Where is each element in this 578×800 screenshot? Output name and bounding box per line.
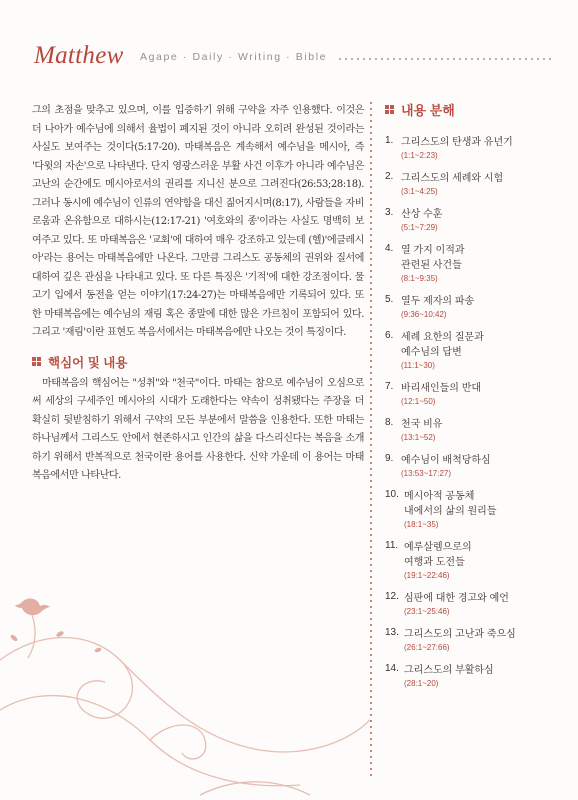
book-title: Matthew: [34, 42, 124, 69]
outline-item-reference: (5:1~7:29): [401, 223, 438, 232]
outline-heading: [385, 100, 565, 119]
outline-item-number: 7.: [385, 381, 394, 392]
outline-item-title: 심판에 대한 경고와 예언: [404, 593, 509, 604]
outline-heading-label: 내용 분해: [401, 103, 455, 118]
outline-item: [385, 171, 565, 198]
outline-item-title: 세례 요한의 질문과 예수님의 답변: [401, 332, 484, 358]
outline-item: [385, 381, 565, 408]
outline-item: [385, 591, 565, 618]
outline-item-reference: (23:1~25:46): [404, 607, 450, 616]
outline-item-number: 5.: [385, 294, 394, 305]
outline-item-title: 산상 수훈: [401, 209, 443, 220]
key-heading-label: 핵심어 및 내용: [48, 355, 128, 370]
page-header: [34, 42, 554, 72]
outline-item-number: 12.: [385, 591, 399, 602]
outline-item-title: 그리스도의 탄생과 유년기: [401, 137, 513, 148]
key-section-heading: [32, 353, 364, 371]
outline-item: [385, 417, 565, 444]
outline-item-reference: (18:1~35): [404, 520, 439, 529]
outline-item: [385, 135, 565, 162]
outline-item: [385, 294, 565, 321]
intro-paragraph: 그의 초점을 맞추고 있으며, 이를 입증하기 위해 구약을 자주 인용했다. 이것은 더 나아가 예수님에 의해서 율법이 폐지된 것이 아니라 오히려 완성된 것이라는 사실도 보여주는 것이다(5:17-20). 마태복음은 계속해서 예수님을 메시아, 즉 '다윗의 자손'으로 나타낸다. 단지 영광스러운 부활 사건 이후가 아니라 예수님은 고난의 순간에도 메시아로서의 권리를 지니신 분으로 그려진다(26:53;28:18). 그러나 동시에 예수님이 인류의 연약함을 대신 짊어지시며(8:17), 사람들을 자비로움과 온유함으로 대하시는(12:17-21) '여호와의 종'이라는 사실도 명백히 보여주고 있다. 또 마태복음은 '교회'에 대하여 매우 강조하고 있는데 (헬)'에클레시아'라는 용어는 마태복음에만 나온다. 그만큼 그리스도 공동체의 권위와 질서에 대하여 깊은 관심을 나타내고 있다. 또 다른 특징은 '기적'에 대한 강조점이다. 물고기 입에서 동전을 얻는 이야기(17:24-27)는 마태복음에만 기록되어 있다. 또한 마태복음에는 예수님의 재림 혹은 종말에 대한 많은 가르침이 포함되어 있다. 그리고 '재림'이란 표현도 복음서에서는 마태복음에만 나오는 것이 특징이다.: [32, 105, 364, 338]
outline-item: [385, 540, 565, 582]
outline-item-reference: (1:1~2:23): [401, 151, 438, 160]
outline-item-number: 11.: [385, 540, 399, 551]
outline-item-title: 바리새인들의 반대: [401, 383, 482, 394]
outline-item-reference: (13:1~52): [401, 433, 436, 442]
bird-swirl-ornament: [0, 590, 370, 800]
outline-list: [385, 135, 565, 690]
outline-item-reference: (11:1~30): [401, 361, 435, 370]
outline-item-reference: (28:1~20): [404, 679, 439, 688]
outline-item: [385, 207, 565, 234]
outline-item-number: 8.: [385, 417, 394, 428]
outline-item-number: 2.: [385, 171, 394, 182]
outline-item-title: 메시아적 공동체 내에서의 삶의 원리들: [404, 491, 497, 517]
key-paragraph: 마태복음의 핵심어는 "성취"와 "천국"이다. 마태는 참으로 예수님이 오심으로써 세상의 구세주인 메시아의 시대가 도래한다는 약속이 성취됐다는 주장을 더 확실히 뒷받침하기 위해서 구약의 모든 부분에서 말씀을 인용한다. 또한 마태는 하나님께서 그리스도 안에서 현존하시고 인간의 삶을 다스리신다는 복음을 소개하기 위해서 반복적으로 천국이란 용어를 사용한다. 신약 가운데 이 용어는 마태복음에서만 나타난다.: [32, 377, 364, 481]
outline-item-number: 1.: [385, 135, 394, 146]
outline-item-number: 3.: [385, 207, 394, 218]
outline-item-title: 그리스도의 세례와 시험: [401, 173, 504, 184]
outline-item: [385, 627, 565, 654]
outline-item-title: 그리스도의 부활하심: [404, 665, 494, 676]
outline-item: [385, 243, 565, 285]
outline-sidebar: [385, 100, 565, 699]
outline-item-number: 13.: [385, 627, 399, 638]
outline-item: [385, 663, 565, 690]
main-column: [32, 102, 364, 486]
outline-item: [385, 489, 565, 531]
outline-item-reference: (13:53~17:27): [401, 469, 452, 478]
outline-item-title: 예루살렘으로의 여행과 도전들: [404, 542, 472, 568]
column-dotted-divider: [370, 100, 372, 780]
outline-item-title: 열 가지 이적과 관련된 사건들: [401, 245, 465, 271]
outline-item-title: 예수님이 배척당하심: [401, 455, 491, 466]
outline-item-reference: (8:1~9:35): [401, 274, 438, 283]
outline-item-number: 14.: [385, 663, 399, 674]
outline-item-title: 그리스도의 고난과 죽으심: [404, 629, 516, 640]
outline-item-number: 4.: [385, 243, 394, 254]
four-squares-icon: [32, 357, 41, 366]
outline-item-title: 열두 제자의 파송: [401, 296, 475, 307]
outline-item-number: 6.: [385, 330, 394, 341]
outline-item-reference: (3:1~4:25): [401, 187, 438, 196]
series-title: Agape · Daily · Writing · Bible: [140, 51, 328, 63]
outline-item: [385, 330, 565, 372]
outline-item-title: 천국 비유: [401, 419, 443, 430]
outline-item: [385, 453, 565, 480]
outline-item-reference: (9:36~10:42): [401, 310, 447, 319]
outline-item-reference: (12:1~50): [401, 397, 436, 406]
outline-item-number: 9.: [385, 453, 394, 464]
four-squares-icon: [385, 105, 394, 114]
header-dotted-rule: [337, 58, 552, 60]
outline-item-reference: (19:1~22:46): [404, 571, 450, 580]
outline-item-reference: (26:1~27:66): [404, 643, 450, 652]
outline-item-number: 10.: [385, 489, 399, 500]
